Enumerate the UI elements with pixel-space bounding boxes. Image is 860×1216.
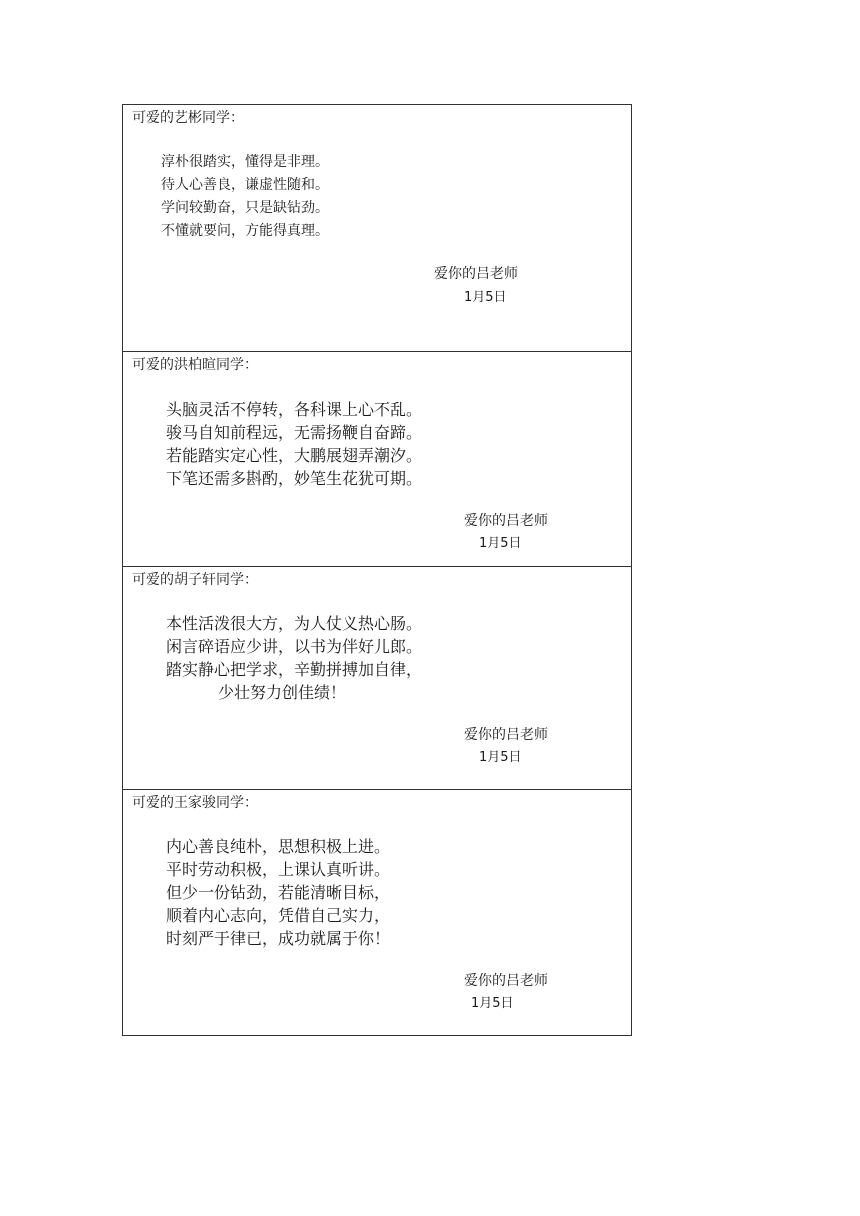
poem-line: 下笔还需多斟酌，妙笔生花犹可期。 [166, 469, 423, 488]
poem-line: 头脑灵活不停转，各科课上心不乱。 [166, 400, 423, 419]
letter-date: 1月5日 [471, 996, 514, 1011]
poem-line: 但少一份钻劲，若能清晰目标， [166, 883, 391, 902]
poem-line: 待人心善良，谦虚性随和。 [161, 177, 329, 193]
letter-date: 1月5日 [464, 290, 507, 305]
poem-line: 若能踏实定心性，大鹏展翅弄潮汐。 [166, 446, 423, 465]
poem-line: 学问较勤奋，只是缺钻劲。 [161, 200, 329, 216]
poem-line: 顺着内心志向，凭借自己实力， [166, 906, 391, 925]
poem-line: 本性活泼很大方，为人仗义热心肠。 [166, 614, 423, 633]
letter-cell [123, 567, 631, 790]
letter-cell [123, 790, 631, 1035]
letter-greeting: 可爱的胡子轩同学： [132, 572, 258, 588]
poem-line: 不懂就要问，方能得真理。 [161, 223, 329, 239]
poem-line: 踏实静心把学求，辛勤拼搏加自律， [166, 660, 423, 679]
letter-date: 1月5日 [479, 750, 522, 765]
poem-line: 平时劳动积极，上课认真听讲。 [166, 860, 391, 879]
letter-poem [166, 612, 422, 704]
letter-date: 1月5日 [479, 536, 522, 551]
letter-signature: 爱你的吕老师 [464, 513, 548, 529]
letter-signature: 爱你的吕老师 [464, 727, 548, 743]
letter-signature: 爱你的吕老师 [464, 973, 548, 989]
letter-poem [166, 398, 422, 490]
poem-line: 淳朴很踏实，懂得是非理。 [161, 154, 329, 170]
letter-greeting: 可爱的艺彬同学： [132, 110, 244, 126]
letter-cell [123, 105, 631, 352]
letters-table [122, 104, 632, 1036]
letter-poem [166, 835, 390, 950]
poem-line: 少壮努力创佳绩！ [218, 683, 347, 702]
letter-greeting: 可爱的洪柏暄同学： [132, 357, 258, 373]
letter-poem [161, 151, 329, 243]
poem-line: 闲言碎语应少讲，以书为伴好儿郎。 [166, 637, 423, 656]
poem-line: 时刻严于律已，成功就属于你！ [166, 929, 391, 948]
letter-cell [123, 352, 631, 567]
poem-line: 骏马自知前程远，无需扬鞭自奋蹄。 [166, 423, 423, 442]
letter-signature: 爱你的吕老师 [434, 266, 518, 282]
letter-greeting: 可爱的王家骏同学： [132, 795, 258, 811]
poem-line: 内心善良纯朴，思想积极上进。 [166, 837, 391, 856]
